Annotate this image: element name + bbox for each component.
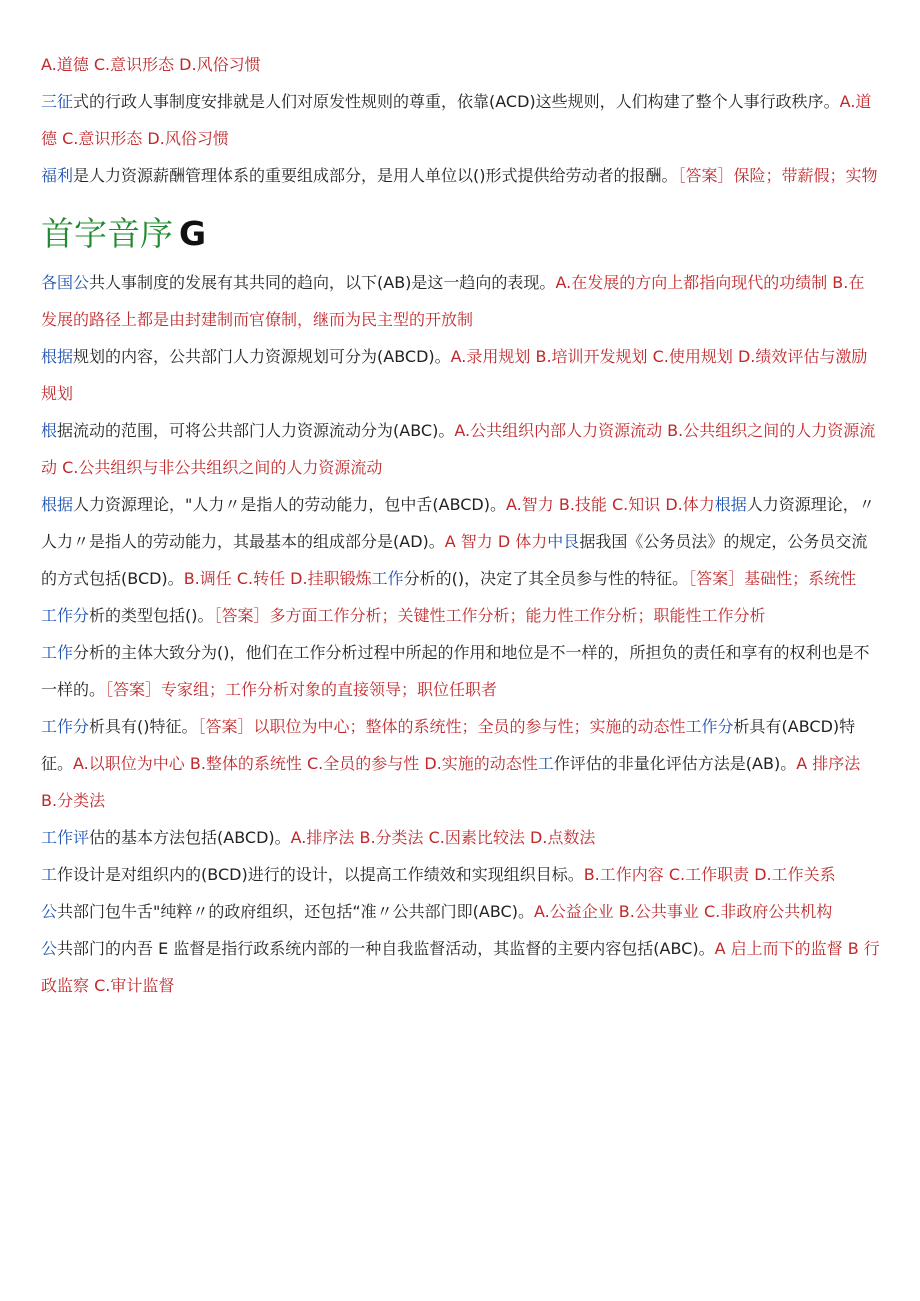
question-text: 人力资源理论，〃人力〃是指人的劳动能力，其最基本的组成部分是(AD)。 [41, 495, 875, 551]
paragraph-list-after-heading [41, 264, 880, 1004]
section-heading-text: 首字音序 [41, 214, 173, 253]
question-paragraph [41, 412, 880, 486]
question-text: 是人力资源薪酬管理体系的重要组成部分，是用人单位以()形式提供给劳动者的报酬。 [73, 166, 678, 185]
question-keyword: 根 [41, 421, 58, 440]
question-paragraph [41, 264, 880, 338]
answer-text: ［答案］基础性；系统性 [688, 569, 857, 588]
question-keyword: 中艮 [547, 532, 580, 551]
question-keyword: 工 [537, 754, 554, 773]
question-paragraph [41, 597, 880, 634]
question-keyword: 根据 [41, 495, 74, 514]
answer-text: A.道德 C.意识形态 D.风俗习惯 [41, 55, 261, 74]
question-keyword: 各国公 [41, 273, 90, 292]
question-paragraph [41, 819, 880, 856]
question-keyword: 公 [41, 939, 58, 958]
question-paragraph [41, 486, 880, 597]
answer-text: A 排序法 B.分类法 [41, 754, 861, 810]
question-keyword: 三征 [41, 92, 74, 111]
question-keyword: 工作分 [685, 717, 734, 736]
answer-text: A.录用规划 B.培训开发规划 C.使用规划 D.绩效评估与激励规划 [41, 347, 868, 403]
question-keyword: 公 [41, 902, 58, 921]
section-heading [41, 206, 880, 262]
question-keyword: 工 [41, 865, 58, 884]
question-paragraph [41, 856, 880, 893]
question-paragraph [41, 708, 880, 819]
question-text: 作评估的非量化评估方法是(AB)。 [553, 754, 797, 773]
section-heading-letter: G [179, 214, 207, 253]
question-text: 析具有()特征。 [89, 717, 198, 736]
question-keyword: 工作 [371, 569, 404, 588]
question-keyword: 工作分 [41, 717, 90, 736]
answer-text: ［答案］专家组；工作分析对象的直接领导；职位任职者 [105, 680, 498, 699]
answer-text: ［答案］以职位为中心；整体的系统性；全员的参与性；实施的动态性 [197, 717, 686, 736]
question-text: 共部门的内吾 E 监督是指行政系统内部的一种自我监督活动，其监督的主要内容包括(ABC)。 [57, 939, 715, 958]
question-text: 共部门包牛舌"纯粹〃的政府组织，还包括“准〃公共部门即(ABC)。 [57, 902, 534, 921]
answer-text: A.以职位为中心 B.整体的系统性 C.全员的参与性 D.实施的动态性 [73, 754, 538, 773]
question-paragraph [41, 338, 880, 412]
paragraph-list-before-heading [41, 46, 880, 194]
question-keyword: 福利 [41, 166, 74, 185]
question-text: 据流动的范围，可将公共部门人力资源流动分为(ABC)。 [57, 421, 455, 440]
question-text: 据我国《公务员法》的规定，公务员交流的方式包括(BCD)。 [41, 532, 868, 588]
question-keyword: 工作分 [41, 606, 90, 625]
question-text: 人力资源理论，"人力〃是指人的劳动能力，包中舌(ABCD)。 [73, 495, 506, 514]
answer-text: ［答案］多方面工作分析；关键性工作分析；能力性工作分析；职能性工作分析 [213, 606, 766, 625]
question-text: 估的基本方法包括(ABCD)。 [89, 828, 291, 847]
question-paragraph [41, 83, 880, 157]
question-paragraph [41, 157, 880, 194]
question-text: 规划的内容，公共部门人力资源规划可分为(ABCD)。 [73, 347, 451, 366]
question-paragraph [41, 893, 880, 930]
question-text: 析具有(ABCD)特征。 [41, 717, 856, 773]
answer-text: A.在发展的方向上都指向现代的功绩制 B.在发展的路径上都是由封建制而官僚制，继而为民主型的开放制 [41, 273, 865, 329]
answer-text: B.调任 C.转任 D.挂职锻炼 [183, 569, 372, 588]
question-text: 作设计是对组织内的(BCD)进行的设计，以提高工作绩效和实现组织目标。 [57, 865, 584, 884]
question-keyword: 工作 [41, 643, 74, 662]
question-text: 析的类型包括()。 [89, 606, 214, 625]
question-paragraph [41, 634, 880, 708]
question-text: 分析的()，决定了其全员参与性的特征。 [403, 569, 689, 588]
question-keyword: 工作评 [41, 828, 90, 847]
answer-text: A 智力 D 体力 [444, 532, 548, 551]
answer-text: A 启上而下的监督 B 行政监察 C.审计监督 [41, 939, 880, 995]
question-text: 式的行政人事制度安排就是人们对原发性规则的尊重，依靠(ACD)这些规则，人们构建了整个人事行政秩序。 [73, 92, 840, 111]
question-keyword: 根据 [714, 495, 747, 514]
question-paragraph [41, 46, 880, 83]
answer-text: A.公益企业 B.公共事业 C.非政府公共机构 [533, 902, 833, 921]
question-keyword: 根据 [41, 347, 74, 366]
answer-text: A.智力 B.技能 C.知识 D.体力 [506, 495, 715, 514]
answer-text: A.公共组织内部人力资源流动 B.公共组织之间的人力资源流动 C.公共组织与非公共组织之间的人力资源流动 [41, 421, 876, 477]
answer-text: ［答案］保险；带薪假；实物 [677, 166, 878, 185]
question-text: 分析的主体大致分为()，他们在工作分析过程中所起的作用和地位是不一样的，所担负的责任和享有的权利也是不一样的。 [41, 643, 870, 699]
answer-text: B.工作内容 C.工作职责 D.工作关系 [583, 865, 836, 884]
answer-text: A.道德 C.意识形态 D.风俗习惯 [41, 92, 872, 148]
question-paragraph [41, 930, 880, 1004]
question-text: 共人事制度的发展有其共同的趋向，以下(AB)是这一趋向的表现。 [89, 273, 556, 292]
answer-text: A.排序法 B.分类法 C.因素比较法 D.点数法 [290, 828, 596, 847]
